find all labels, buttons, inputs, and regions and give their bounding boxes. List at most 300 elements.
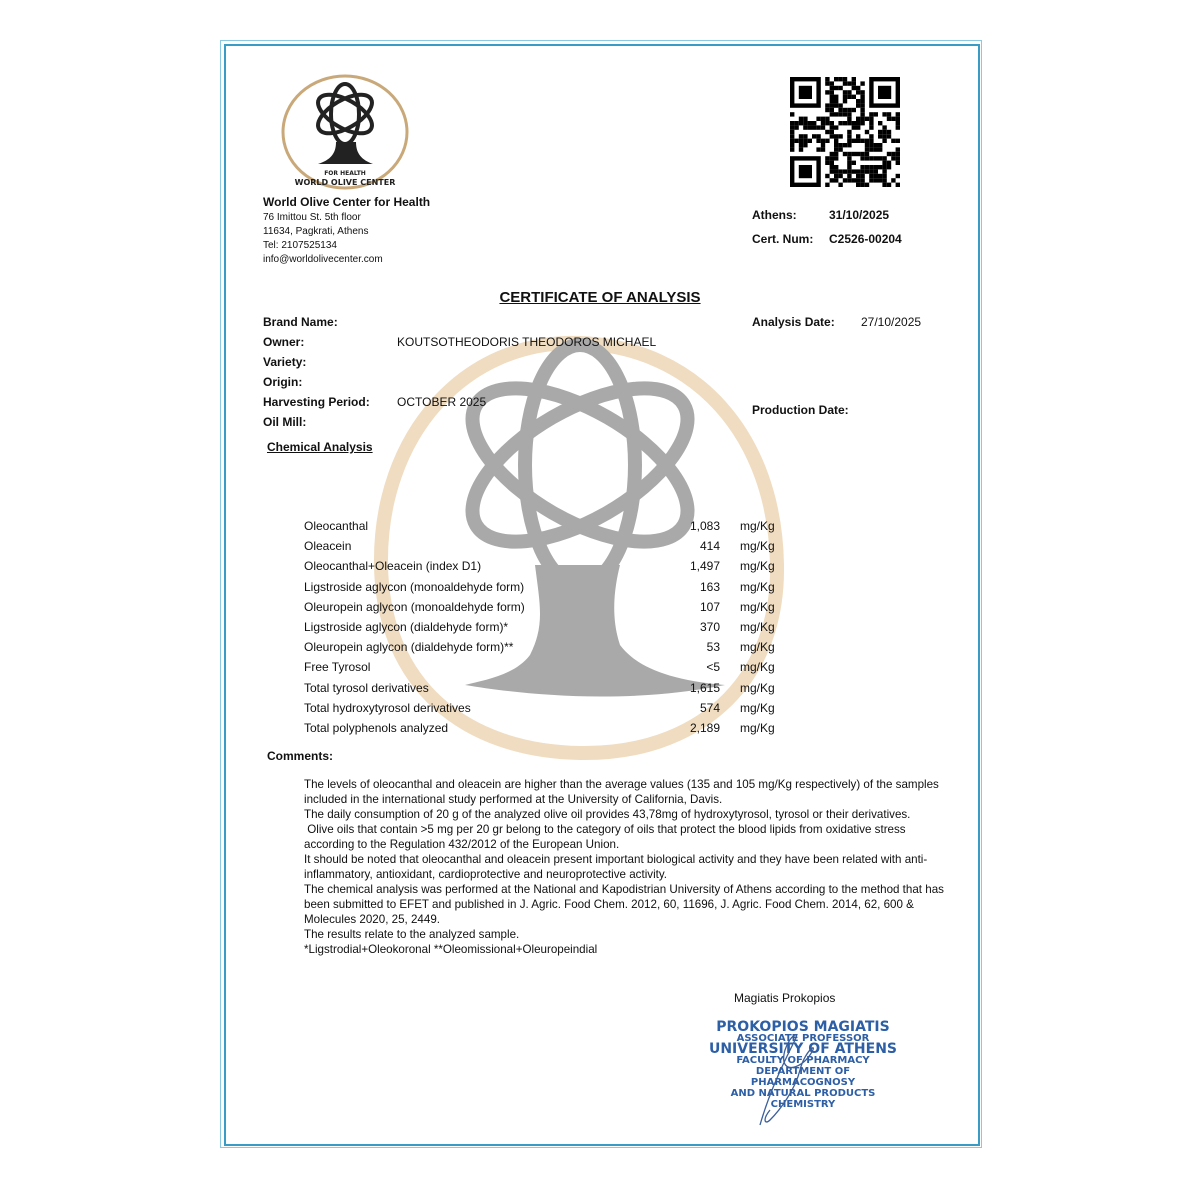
harvest-label: Harvesting Period: <box>263 395 370 409</box>
comment-paragraph: Olive oils that contain >5 mg per 20 gr belong to the category of oils that protect the blood lipids from oxidative stress according to the Regulation 432/2012 of the European Union. <box>304 823 909 851</box>
qr-module <box>825 121 829 125</box>
qr-module <box>878 156 882 160</box>
qr-module <box>843 152 847 156</box>
qr-module <box>830 103 834 107</box>
stamp-line: AND NATURAL PRODUCTS CHEMISTRY <box>730 1088 876 1110</box>
qr-module <box>799 139 803 143</box>
qr-module <box>838 112 842 116</box>
qr-module <box>878 178 882 182</box>
qr-module <box>878 143 882 147</box>
chemical-unit: mg/Kg <box>740 519 775 533</box>
qr-module <box>891 139 895 143</box>
qr-module <box>847 134 851 138</box>
qr-module <box>808 139 812 143</box>
chemical-name: Oleuropein aglycon (dialdehyde form)** <box>304 640 514 655</box>
qr-module <box>825 156 829 160</box>
qr-module <box>852 77 856 81</box>
qr-module <box>856 183 860 187</box>
qr-module <box>874 165 878 169</box>
qr-finder <box>799 86 812 99</box>
qr-module <box>896 183 900 187</box>
stamp-line: DEPARTMENT OF PHARMACOGNOSY <box>750 1066 856 1088</box>
qr-module <box>790 112 794 116</box>
qr-module <box>865 143 869 147</box>
qr-module <box>821 117 825 121</box>
qr-module <box>834 99 838 103</box>
stamp-line: UNIVERSITY OF ATHENS <box>708 1041 898 1057</box>
qr-module <box>803 121 807 125</box>
qr-module <box>869 125 873 129</box>
qr-module <box>794 125 798 129</box>
qr-module <box>825 174 829 178</box>
qr-module <box>860 169 864 173</box>
qr-module <box>816 139 820 143</box>
qr-module <box>887 161 891 165</box>
qr-module <box>808 121 812 125</box>
comment-paragraph: The daily consumption of 20 g of the analyzed olive oil provides 43,78mg of hydroxytyrosol, tyrosol or their derivatives. <box>304 808 911 821</box>
org-address-line2: 11634, Pagkrati, Athens <box>263 226 369 237</box>
qr-module <box>882 130 886 134</box>
chemical-row <box>304 660 784 680</box>
comment-paragraph: The chemical analysis was performed at the National and Kapodistrian University of Athens according to the method that has been submitted to EFET and published in J. Agric. Food Chem. 2012, 60, 11696, J. Agric. Food Chem. 2014, 62, 600 & Molecules 2020, 25, 2449. <box>304 883 948 926</box>
qr-module <box>838 147 842 151</box>
qr-module <box>843 121 847 125</box>
qr-module <box>852 81 856 85</box>
qr-module <box>878 174 882 178</box>
chemical-value: 370 <box>699 620 720 634</box>
qr-module <box>812 134 816 138</box>
qr-module <box>843 81 847 85</box>
mill-label: Oil Mill: <box>263 415 307 429</box>
qr-module <box>825 108 829 112</box>
qr-module <box>834 165 838 169</box>
qr-module <box>882 183 886 187</box>
qr-module <box>843 169 847 173</box>
qr-module <box>834 86 838 90</box>
comments-body <box>304 777 948 957</box>
qr-module <box>896 117 900 121</box>
chemical-row <box>304 580 784 600</box>
qr-module <box>790 130 794 134</box>
place-label: Athens: <box>752 208 797 222</box>
qr-module <box>830 90 834 94</box>
logo-org-text: WORLD OLIVE CENTER <box>294 178 396 187</box>
qr-module <box>834 134 838 138</box>
qr-module <box>856 99 860 103</box>
qr-module <box>843 108 847 112</box>
qr-module <box>856 152 860 156</box>
org-address-line1: 76 Imittou St. 5th floor <box>263 212 361 223</box>
qr-module <box>887 117 891 121</box>
chemical-unit: mg/Kg <box>740 721 775 735</box>
qr-module <box>865 165 869 169</box>
qr-module <box>816 147 820 151</box>
qr-module <box>838 108 842 112</box>
qr-module <box>869 147 873 151</box>
qr-module <box>790 121 794 125</box>
qr-module <box>896 161 900 165</box>
qr-module <box>852 95 856 99</box>
qr-module <box>830 95 834 99</box>
qr-module <box>838 121 842 125</box>
chemical-row <box>304 600 784 620</box>
qr-module <box>834 139 838 143</box>
qr-module <box>852 121 856 125</box>
chemical-row <box>304 721 784 741</box>
qr-module <box>882 125 886 129</box>
qr-module <box>830 125 834 129</box>
qr-module <box>891 117 895 121</box>
chemical-unit: mg/Kg <box>740 539 775 554</box>
chemical-name: Free Tyrosol <box>304 660 371 675</box>
qr-module <box>869 165 873 169</box>
chemical-unit: mg/Kg <box>740 599 775 614</box>
qr-module <box>896 156 900 160</box>
chemical-value: 1,615 <box>689 680 720 695</box>
qr-module <box>799 117 803 121</box>
qr-module <box>803 125 807 129</box>
qr-module <box>794 121 798 125</box>
qr-module <box>825 130 829 134</box>
qr-module <box>790 134 794 138</box>
chemical-name: Ligstroside aglycon (dialdehyde form)* <box>304 620 509 634</box>
chemical-unit: mg/Kg <box>740 700 775 715</box>
qr-module <box>838 134 842 138</box>
chemical-row <box>304 701 784 721</box>
qr-module <box>812 125 816 129</box>
qr-module <box>856 117 860 121</box>
chemical-row <box>304 519 784 539</box>
qr-module <box>825 161 829 165</box>
qr-module <box>821 125 825 129</box>
qr-module <box>891 152 895 156</box>
qr-module <box>825 139 829 143</box>
qr-module <box>830 134 834 138</box>
qr-module <box>825 103 829 107</box>
qr-module <box>891 178 895 182</box>
qr-module <box>865 139 869 143</box>
qr-module <box>869 169 873 173</box>
page-title: CERTIFICATE OF ANALYSIS <box>499 289 701 306</box>
chemical-name: Total tyrosol derivatives <box>304 680 429 695</box>
qr-module <box>834 125 838 129</box>
qr-module <box>887 112 891 116</box>
chemical-name: Oleuropein aglycon (monoaldehyde form) <box>304 599 525 614</box>
qr-module <box>856 121 860 125</box>
qr-module <box>874 178 878 182</box>
qr-module <box>852 169 856 173</box>
production-date-label: Production Date: <box>752 403 849 417</box>
qr-module <box>790 139 794 143</box>
qr-module <box>860 117 864 121</box>
qr-module <box>860 152 864 156</box>
qr-module <box>838 174 842 178</box>
signatory-name: Magiatis Prokopios <box>734 991 836 1005</box>
qr-module <box>878 165 882 169</box>
qr-module <box>838 169 842 173</box>
qr-module <box>825 183 829 187</box>
chemical-unit: mg/Kg <box>740 640 775 655</box>
qr-module <box>882 134 886 138</box>
qr-module <box>834 169 838 173</box>
qr-module <box>852 125 856 129</box>
comments-heading: Comments: <box>267 749 334 763</box>
handwritten-signature <box>740 1020 860 1130</box>
qr-module <box>860 174 864 178</box>
qr-module <box>896 147 900 151</box>
qr-module <box>882 165 886 169</box>
qr-module <box>834 112 838 116</box>
qr-module <box>865 147 869 151</box>
qr-module <box>869 117 873 121</box>
chemical-value: 574 <box>699 700 720 715</box>
qr-module <box>865 183 869 187</box>
qr-module <box>847 117 851 121</box>
qr-module <box>896 174 900 178</box>
qr-module <box>838 77 842 81</box>
qr-module <box>896 121 900 125</box>
qr-module <box>860 95 864 99</box>
qr-module <box>852 139 856 143</box>
qr-module <box>860 139 864 143</box>
qr-module <box>878 134 882 138</box>
harvest-value: OCTOBER 2025 <box>397 395 487 409</box>
qr-module <box>843 99 847 103</box>
qr-module <box>803 143 807 147</box>
qr-module <box>843 143 847 147</box>
qr-module <box>874 174 878 178</box>
qr-module <box>799 147 803 151</box>
variety-label: Variety: <box>263 355 307 369</box>
qr-module <box>790 125 794 129</box>
qr-module <box>825 117 829 121</box>
qr-module <box>790 147 794 151</box>
qr-module <box>860 156 864 160</box>
qr-code[interactable] <box>790 77 902 187</box>
qr-module <box>887 165 891 169</box>
qr-module <box>887 183 891 187</box>
chemical-name: Total polyphenols analyzed <box>304 721 449 735</box>
qr-module <box>834 147 838 151</box>
qr-module <box>896 139 900 143</box>
chemical-value: 1,497 <box>689 559 720 574</box>
qr-module <box>860 121 864 125</box>
chemical-unit: mg/Kg <box>740 660 775 675</box>
logo-for-health-text: FOR HEALTH <box>324 170 366 177</box>
chemical-unit: mg/Kg <box>740 559 775 574</box>
qr-module <box>834 174 838 178</box>
qr-module <box>838 143 842 147</box>
qr-module <box>830 121 834 125</box>
chemical-name: Ligstroside aglycon (monoaldehyde form) <box>304 579 525 594</box>
qr-module <box>860 178 864 182</box>
cert-number: C2526-00204 <box>829 232 902 246</box>
org-email[interactable]: info@worldolivecenter.com <box>263 254 383 265</box>
org-phone: Tel: 2107525134 <box>263 240 337 251</box>
qr-module <box>847 81 851 85</box>
analysis-date-label: Analysis Date: <box>752 315 835 329</box>
qr-module <box>799 143 803 147</box>
qr-module <box>869 121 873 125</box>
qr-module <box>834 95 838 99</box>
qr-module <box>799 134 803 138</box>
qr-module <box>869 174 873 178</box>
qr-module <box>856 174 860 178</box>
qr-module <box>869 112 873 116</box>
chemical-name: Oleocanthal <box>304 519 369 533</box>
qr-module <box>838 103 842 107</box>
qr-module <box>847 165 851 169</box>
qr-module <box>882 156 886 160</box>
qr-module <box>865 152 869 156</box>
qr-module <box>838 86 842 90</box>
qr-module <box>803 134 807 138</box>
qr-module <box>843 90 847 94</box>
chemical-value: 1,083 <box>689 519 720 533</box>
qr-module <box>843 77 847 81</box>
qr-module <box>830 99 834 103</box>
qr-module <box>878 130 882 134</box>
qr-module <box>852 161 856 165</box>
qr-module <box>830 152 834 156</box>
qr-module <box>821 147 825 151</box>
qr-module <box>830 86 834 90</box>
qr-module <box>882 139 886 143</box>
qr-module <box>896 152 900 156</box>
comment-paragraph: The levels of oleocanthal and oleacein are higher than the average values (135 and 105 mg/Kg respectively) of the samples included in the international study performed at the University of California, Davis. <box>304 778 943 806</box>
qr-module <box>860 108 864 112</box>
qr-module <box>847 156 851 160</box>
qr-module <box>856 125 860 129</box>
analysis-date-value: 27/10/2025 <box>861 315 922 329</box>
qr-module <box>843 95 847 99</box>
chemical-row <box>304 620 784 640</box>
qr-module <box>847 139 851 143</box>
qr-module <box>838 183 842 187</box>
qr-module <box>847 169 851 173</box>
chemical-name: Total hydroxytyrosol derivatives <box>304 700 471 715</box>
qr-module <box>847 112 851 116</box>
qr-module <box>794 139 798 143</box>
qr-module <box>821 143 825 147</box>
qr-module <box>847 95 851 99</box>
qr-module <box>869 143 873 147</box>
comment-paragraph: The results relate to the analyzed sample. <box>304 928 520 941</box>
qr-module <box>847 121 851 125</box>
qr-finder <box>799 165 812 178</box>
owner-label: Owner: <box>263 335 305 349</box>
qr-module <box>882 178 886 182</box>
qr-module <box>816 117 820 121</box>
qr-module <box>852 108 856 112</box>
qr-module <box>843 112 847 116</box>
org-name: World Olive Center for Health <box>263 195 431 209</box>
qr-module <box>808 125 812 129</box>
qr-module <box>860 99 864 103</box>
qr-module <box>882 112 886 116</box>
qr-module <box>843 178 847 182</box>
qr-module <box>821 139 825 143</box>
qr-module <box>865 169 869 173</box>
qr-module <box>856 134 860 138</box>
qr-module <box>847 178 851 182</box>
qr-module <box>825 90 829 94</box>
stamp-line: PROKOPIOS MAGIATIS <box>716 1019 890 1035</box>
qr-module <box>891 156 895 160</box>
qr-module <box>847 152 851 156</box>
qr-module <box>869 134 873 138</box>
qr-module <box>812 121 816 125</box>
chemical-value: 53 <box>706 640 720 655</box>
org-logo <box>278 72 413 192</box>
chemical-analysis-heading: Chemical Analysis <box>267 440 373 454</box>
qr-module <box>874 112 878 116</box>
qr-module <box>834 178 838 182</box>
qr-module <box>856 139 860 143</box>
qr-module <box>830 178 834 182</box>
qr-module <box>856 169 860 173</box>
chemical-row <box>304 559 784 579</box>
stamp-line: ASSOCIATE PROFESSOR <box>736 1033 870 1044</box>
qr-module <box>878 121 882 125</box>
qr-module <box>869 178 873 182</box>
qr-module <box>856 90 860 94</box>
qr-module <box>834 103 838 107</box>
qr-module <box>869 139 873 143</box>
qr-module <box>803 117 807 121</box>
qr-module <box>852 152 856 156</box>
qr-module <box>856 103 860 107</box>
chemical-unit: mg/Kg <box>740 680 775 695</box>
qr-module <box>830 165 834 169</box>
qr-module <box>816 125 820 129</box>
qr-module <box>860 165 864 169</box>
qr-module <box>887 130 891 134</box>
qr-module <box>887 134 891 138</box>
qr-module <box>847 108 851 112</box>
place-date: 31/10/2025 <box>829 208 890 222</box>
qr-module <box>847 174 851 178</box>
brand-label: Brand Name: <box>263 315 338 329</box>
qr-module <box>874 156 878 160</box>
qr-module <box>825 77 829 81</box>
qr-module <box>825 81 829 85</box>
qr-module <box>847 90 851 94</box>
qr-module <box>874 147 878 151</box>
qr-module <box>830 112 834 116</box>
stamp-line: FACULTY OF PHARMACY <box>736 1055 870 1066</box>
qr-module <box>860 103 864 107</box>
qr-module <box>882 169 886 173</box>
qr-module <box>830 169 834 173</box>
qr-finder <box>878 86 891 99</box>
comment-paragraph: *Ligstrodial+Oleokoronal **Oleomissional+Oleuropeindial <box>304 943 598 956</box>
qr-module <box>887 152 891 156</box>
comment-paragraph: It should be noted that oleocanthal and oleacein present important biological activity and they have been related with anti-inflammatory, antioxidant, cardioprotective and neuroprotective activity. <box>304 853 928 881</box>
qr-module <box>834 143 838 147</box>
qr-module <box>847 161 851 165</box>
qr-module <box>821 121 825 125</box>
qr-module <box>869 156 873 160</box>
cert-label: Cert. Num: <box>752 232 814 246</box>
origin-label: Origin: <box>263 375 303 389</box>
qr-module <box>865 130 869 134</box>
qr-module <box>816 134 820 138</box>
chemical-row <box>304 539 784 559</box>
qr-module <box>834 77 838 81</box>
chemical-unit: mg/Kg <box>740 579 775 594</box>
qr-module <box>830 156 834 160</box>
